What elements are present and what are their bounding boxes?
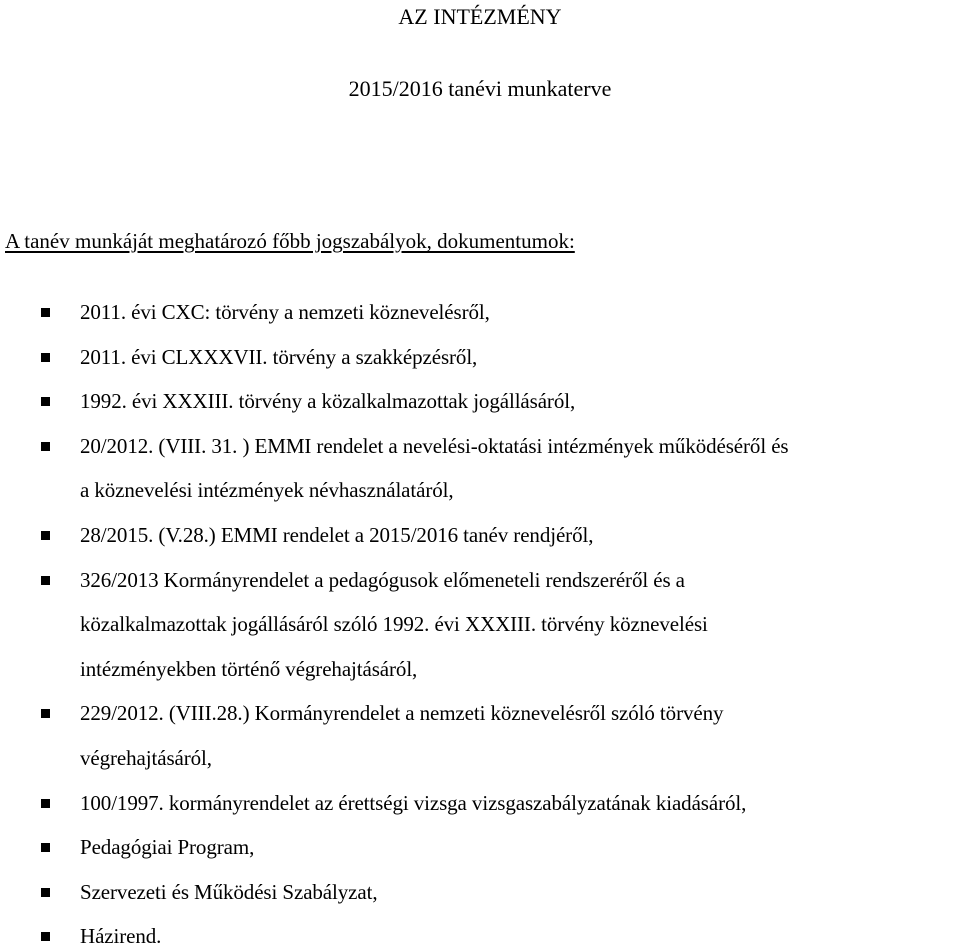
square-bullet-icon [41, 576, 50, 585]
square-bullet-icon [41, 308, 50, 317]
list-item-text: 2011. évi CXC: törvény a nemzeti köznevelésről, [80, 300, 490, 324]
list-item-text: végrehajtásáról, [80, 746, 212, 770]
document-title: AZ INTÉZMÉNY [398, 4, 562, 29]
square-bullet-icon [41, 442, 50, 451]
list-item-text: Házirend. [80, 924, 162, 949]
square-bullet-icon [41, 397, 50, 406]
square-bullet-icon [41, 799, 50, 808]
square-bullet-icon [41, 932, 50, 941]
list-item-text: 100/1997. kormányrendelet az érettségi vizsga vizsgaszabályzatának kiadásáról, [80, 790, 747, 815]
list-item-text: a köznevelési intézmények névhasználatáról, [80, 478, 454, 503]
list-item-text: 20/2012. (VIII. 31. ) EMMI rendelet a nevelési-oktatási intézmények működéséről és [80, 433, 789, 458]
list-item-text: közalkalmazottak jogállásáról szóló 1992. évi XXXIII. törvény köznevelési [80, 612, 708, 637]
list-item-text: 326/2013 Kormányrendelet a pedagógusok előmeneteli rendszeréről és a [80, 567, 685, 592]
square-bullet-icon [41, 353, 50, 362]
list-item-text: 28/2015. (V.28.) EMMI rendelet a 2015/2016 tanév rendjéről, [80, 523, 594, 547]
list-item-text: Szervezeti és Működési Szabályzat, [80, 879, 378, 904]
square-bullet-icon [41, 843, 50, 852]
list-item-text: 1992. évi XXXIII. törvény a közalkalmazottak jogállásáról, [80, 389, 576, 414]
list-item-text: intézményekben történő végrehajtásáról, [80, 656, 418, 681]
square-bullet-icon [41, 531, 50, 540]
document-subtitle: 2015/2016 tanévi munkaterve [348, 76, 612, 101]
square-bullet-icon [41, 709, 50, 718]
square-bullet-icon [41, 888, 50, 897]
section-heading: A tanév munkáját meghatározó főbb jogszabályok, dokumentumok: [5, 229, 575, 253]
list-item-text: Pedagógiai Program, [80, 835, 255, 860]
list-item-text: 229/2012. (VIII.28.) Kormányrendelet a nemzeti köznevelésről szóló törvény [80, 701, 724, 726]
list-item-text: 2011. évi CLXXXVII. törvény a szakképzésről, [80, 344, 478, 369]
